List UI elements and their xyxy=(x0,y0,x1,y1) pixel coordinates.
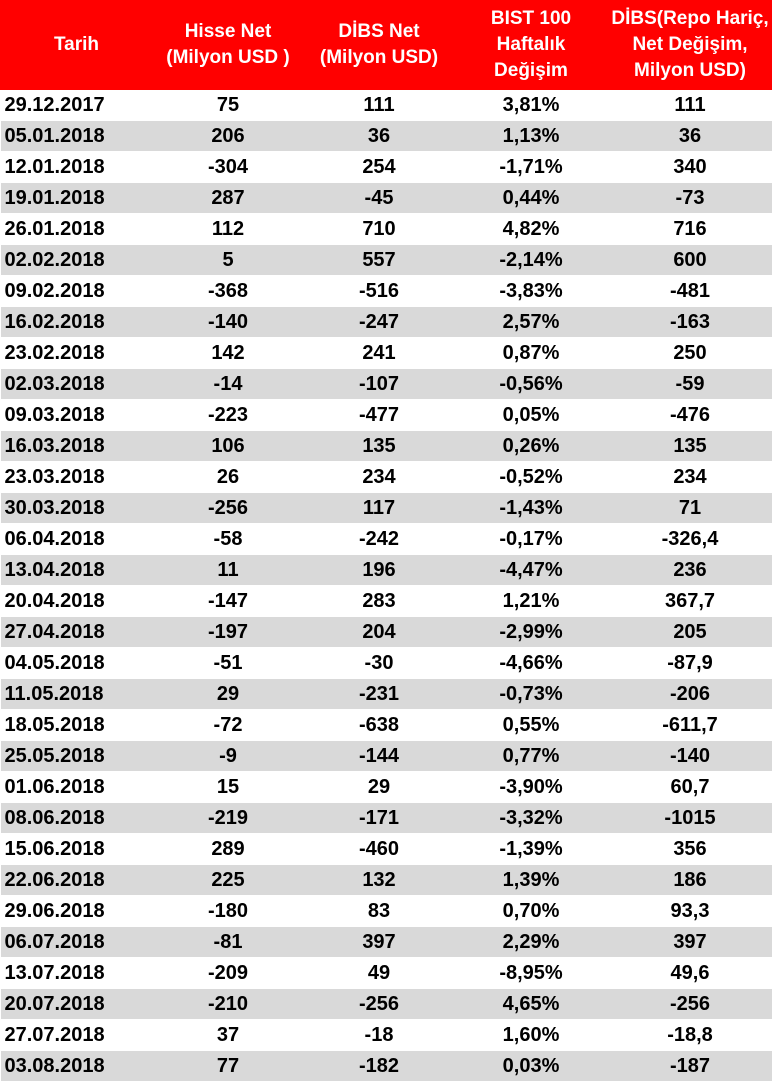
cell-bist100-change: 3,81% xyxy=(455,90,608,121)
cell-date: 23.02.2018 xyxy=(1,338,153,369)
cell-date: 18.05.2018 xyxy=(1,710,153,741)
table-row xyxy=(1,710,772,741)
cell-gdds-net: 557 xyxy=(304,245,455,276)
cell-gdds-net: -171 xyxy=(304,803,455,834)
cell-gdds-ex-repo: -163 xyxy=(608,307,772,338)
header-bist100-weekly-change xyxy=(455,1,608,90)
cell-equity-net: 5 xyxy=(153,245,304,276)
table-row xyxy=(1,896,772,927)
table-row xyxy=(1,152,772,183)
cell-gdds-ex-repo: -18,8 xyxy=(608,1020,772,1051)
cell-equity-net: 75 xyxy=(153,90,304,121)
cell-equity-net: -304 xyxy=(153,152,304,183)
cell-date: 15.06.2018 xyxy=(1,834,153,865)
cell-gdds-ex-repo: 397 xyxy=(608,927,772,958)
cell-equity-net: 37 xyxy=(153,1020,304,1051)
table-row xyxy=(1,431,772,462)
cell-bist100-change: 2,29% xyxy=(455,927,608,958)
cell-bist100-change: -4,66% xyxy=(455,648,608,679)
table-row xyxy=(1,90,772,121)
cell-date: 01.06.2018 xyxy=(1,772,153,803)
cell-gdds-ex-repo: -206 xyxy=(608,679,772,710)
cell-equity-net: 142 xyxy=(153,338,304,369)
cell-equity-net: -147 xyxy=(153,586,304,617)
cell-bist100-change: -1,43% xyxy=(455,493,608,524)
cell-gdds-ex-repo: 49,6 xyxy=(608,958,772,989)
cell-gdds-ex-repo: 340 xyxy=(608,152,772,183)
cell-bist100-change: -1,71% xyxy=(455,152,608,183)
cell-date: 08.06.2018 xyxy=(1,803,153,834)
cell-equity-net: -81 xyxy=(153,927,304,958)
cell-bist100-change: 1,13% xyxy=(455,121,608,152)
cell-date: 20.07.2018 xyxy=(1,989,153,1020)
cell-equity-net: -51 xyxy=(153,648,304,679)
cell-bist100-change: 1,39% xyxy=(455,865,608,896)
cell-gdds-net: -107 xyxy=(304,369,455,400)
cell-equity-net: 29 xyxy=(153,679,304,710)
header-line: Tarih xyxy=(53,34,100,55)
cell-bist100-change: 1,60% xyxy=(455,1020,608,1051)
cell-equity-net: -14 xyxy=(153,369,304,400)
table-row xyxy=(1,772,772,803)
cell-bist100-change: -8,95% xyxy=(455,958,608,989)
cell-equity-net: -140 xyxy=(153,307,304,338)
cell-date: 25.05.2018 xyxy=(1,741,153,772)
cell-gdds-ex-repo: 716 xyxy=(608,214,772,245)
header-date xyxy=(1,1,153,90)
cell-gdds-net: 36 xyxy=(304,121,455,152)
cell-equity-net: -72 xyxy=(153,710,304,741)
cell-date: 29.12.2017 xyxy=(1,90,153,121)
cell-gdds-net: 241 xyxy=(304,338,455,369)
cell-equity-net: 225 xyxy=(153,865,304,896)
table-row xyxy=(1,555,772,586)
header-line: Haftalık xyxy=(496,34,566,55)
table-row xyxy=(1,958,772,989)
cell-gdds-ex-repo: 236 xyxy=(608,555,772,586)
cell-equity-net: -368 xyxy=(153,276,304,307)
header-line: DİBS Net xyxy=(338,21,420,42)
table-row xyxy=(1,307,772,338)
cell-gdds-ex-repo: -256 xyxy=(608,989,772,1020)
cell-equity-net: 11 xyxy=(153,555,304,586)
cell-gdds-ex-repo: 71 xyxy=(608,493,772,524)
cell-gdds-ex-repo: -326,4 xyxy=(608,524,772,555)
cell-date: 04.05.2018 xyxy=(1,648,153,679)
cell-date: 05.01.2018 xyxy=(1,121,153,152)
table-row xyxy=(1,245,772,276)
table-row xyxy=(1,586,772,617)
cell-bist100-change: 4,82% xyxy=(455,214,608,245)
cell-gdds-net: -477 xyxy=(304,400,455,431)
cell-gdds-net: 196 xyxy=(304,555,455,586)
cell-bist100-change: -0,17% xyxy=(455,524,608,555)
cell-gdds-net: 135 xyxy=(304,431,455,462)
cell-bist100-change: -3,32% xyxy=(455,803,608,834)
table-body xyxy=(1,90,772,1082)
cell-date: 26.01.2018 xyxy=(1,214,153,245)
table-row xyxy=(1,1020,772,1051)
cell-equity-net: -9 xyxy=(153,741,304,772)
header-equity-net xyxy=(153,1,304,90)
cell-date: 12.01.2018 xyxy=(1,152,153,183)
cell-gdds-ex-repo: 600 xyxy=(608,245,772,276)
cell-bist100-change: 0,03% xyxy=(455,1051,608,1082)
cell-date: 27.07.2018 xyxy=(1,1020,153,1051)
cell-gdds-net: -247 xyxy=(304,307,455,338)
cell-gdds-net: 204 xyxy=(304,617,455,648)
cell-date: 22.06.2018 xyxy=(1,865,153,896)
cell-bist100-change: -0,56% xyxy=(455,369,608,400)
cell-gdds-net: -256 xyxy=(304,989,455,1020)
table-row xyxy=(1,493,772,524)
cell-bist100-change: -3,90% xyxy=(455,772,608,803)
cell-gdds-ex-repo: 60,7 xyxy=(608,772,772,803)
header-line: Net Değişim, xyxy=(632,34,748,55)
cell-bist100-change: -2,99% xyxy=(455,617,608,648)
cell-date: 06.07.2018 xyxy=(1,927,153,958)
cell-gdds-ex-repo: 367,7 xyxy=(608,586,772,617)
cell-gdds-ex-repo: 234 xyxy=(608,462,772,493)
cell-date: 02.02.2018 xyxy=(1,245,153,276)
cell-bist100-change: 4,65% xyxy=(455,989,608,1020)
cell-date: 16.03.2018 xyxy=(1,431,153,462)
cell-bist100-change: -0,52% xyxy=(455,462,608,493)
cell-gdds-ex-repo: -1015 xyxy=(608,803,772,834)
header-gdds-ex-repo-net-change xyxy=(608,1,772,90)
cell-equity-net: -209 xyxy=(153,958,304,989)
table-row xyxy=(1,741,772,772)
cell-date: 30.03.2018 xyxy=(1,493,153,524)
cell-equity-net: -256 xyxy=(153,493,304,524)
cell-gdds-ex-repo: 186 xyxy=(608,865,772,896)
table-row xyxy=(1,679,772,710)
cell-date: 19.01.2018 xyxy=(1,183,153,214)
cell-bist100-change: 0,87% xyxy=(455,338,608,369)
cell-date: 02.03.2018 xyxy=(1,369,153,400)
cell-gdds-ex-repo: -611,7 xyxy=(608,710,772,741)
cell-bist100-change: 0,70% xyxy=(455,896,608,927)
cell-bist100-change: -2,14% xyxy=(455,245,608,276)
header-row xyxy=(1,1,772,90)
table-row xyxy=(1,400,772,431)
cell-equity-net: -219 xyxy=(153,803,304,834)
header-line: (Milyon USD) xyxy=(319,47,439,68)
table-row xyxy=(1,214,772,245)
cell-bist100-change: -0,73% xyxy=(455,679,608,710)
cell-gdds-net: -231 xyxy=(304,679,455,710)
cell-bist100-change: 0,26% xyxy=(455,431,608,462)
cell-gdds-ex-repo: 250 xyxy=(608,338,772,369)
header-line: Milyon USD) xyxy=(634,60,746,81)
header-line: DİBS(Repo Hariç, xyxy=(611,8,769,29)
cell-gdds-net: 132 xyxy=(304,865,455,896)
cell-gdds-net: 283 xyxy=(304,586,455,617)
cell-date: 09.02.2018 xyxy=(1,276,153,307)
cell-bist100-change: 0,05% xyxy=(455,400,608,431)
table-row xyxy=(1,338,772,369)
cell-gdds-net: 117 xyxy=(304,493,455,524)
cell-equity-net: 26 xyxy=(153,462,304,493)
table-row xyxy=(1,803,772,834)
cell-equity-net: -180 xyxy=(153,896,304,927)
cell-gdds-net: 49 xyxy=(304,958,455,989)
cell-equity-net: -210 xyxy=(153,989,304,1020)
cell-gdds-ex-repo: 36 xyxy=(608,121,772,152)
header-line: BIST 100 xyxy=(490,8,572,29)
cell-gdds-net: -638 xyxy=(304,710,455,741)
cell-gdds-ex-repo: 135 xyxy=(608,431,772,462)
table-row xyxy=(1,617,772,648)
cell-gdds-net: -45 xyxy=(304,183,455,214)
cell-gdds-net: 710 xyxy=(304,214,455,245)
table-row xyxy=(1,648,772,679)
cell-gdds-net: -242 xyxy=(304,524,455,555)
cell-equity-net: 106 xyxy=(153,431,304,462)
cell-gdds-ex-repo: 205 xyxy=(608,617,772,648)
table-row xyxy=(1,989,772,1020)
table-row xyxy=(1,1051,772,1082)
cell-gdds-net: -516 xyxy=(304,276,455,307)
cell-gdds-net: 111 xyxy=(304,90,455,121)
cell-gdds-net: 254 xyxy=(304,152,455,183)
cell-equity-net: -197 xyxy=(153,617,304,648)
cell-equity-net: 287 xyxy=(153,183,304,214)
cell-equity-net: -58 xyxy=(153,524,304,555)
cell-gdds-ex-repo: 356 xyxy=(608,834,772,865)
cell-gdds-ex-repo: -476 xyxy=(608,400,772,431)
cell-equity-net: 206 xyxy=(153,121,304,152)
cell-date: 13.04.2018 xyxy=(1,555,153,586)
cell-equity-net: 289 xyxy=(153,834,304,865)
cell-gdds-net: -18 xyxy=(304,1020,455,1051)
cell-bist100-change: 0,77% xyxy=(455,741,608,772)
cell-gdds-ex-repo: 93,3 xyxy=(608,896,772,927)
header-line: Değişim xyxy=(494,60,568,81)
table-row xyxy=(1,121,772,152)
cell-bist100-change: 0,44% xyxy=(455,183,608,214)
cell-gdds-net: 29 xyxy=(304,772,455,803)
header-gdds-net xyxy=(304,1,455,90)
table-row xyxy=(1,369,772,400)
cell-date: 11.05.2018 xyxy=(1,679,153,710)
cell-equity-net: 77 xyxy=(153,1051,304,1082)
header-line: Hisse Net xyxy=(184,21,272,42)
cell-date: 09.03.2018 xyxy=(1,400,153,431)
cell-equity-net: -223 xyxy=(153,400,304,431)
table-row xyxy=(1,927,772,958)
cell-date: 06.04.2018 xyxy=(1,524,153,555)
cell-date: 20.04.2018 xyxy=(1,586,153,617)
cell-equity-net: 15 xyxy=(153,772,304,803)
table-row xyxy=(1,834,772,865)
cell-gdds-net: -460 xyxy=(304,834,455,865)
cell-gdds-ex-repo: 111 xyxy=(608,90,772,121)
cell-gdds-net: -182 xyxy=(304,1051,455,1082)
cell-bist100-change: -3,83% xyxy=(455,276,608,307)
table-row xyxy=(1,462,772,493)
cell-date: 16.02.2018 xyxy=(1,307,153,338)
cell-gdds-net: -30 xyxy=(304,648,455,679)
cell-gdds-net: 83 xyxy=(304,896,455,927)
cell-gdds-ex-repo: -87,9 xyxy=(608,648,772,679)
cell-gdds-ex-repo: -187 xyxy=(608,1051,772,1082)
cell-bist100-change: 0,55% xyxy=(455,710,608,741)
cell-gdds-net: 397 xyxy=(304,927,455,958)
table-row xyxy=(1,865,772,896)
cell-gdds-ex-repo: -73 xyxy=(608,183,772,214)
cell-date: 29.06.2018 xyxy=(1,896,153,927)
cell-bist100-change: -4,47% xyxy=(455,555,608,586)
cell-bist100-change: 2,57% xyxy=(455,307,608,338)
cell-gdds-ex-repo: -481 xyxy=(608,276,772,307)
cell-date: 03.08.2018 xyxy=(1,1051,153,1082)
cell-date: 27.04.2018 xyxy=(1,617,153,648)
header-line: (Milyon USD ) xyxy=(166,47,290,68)
table-row xyxy=(1,276,772,307)
cell-gdds-ex-repo: -59 xyxy=(608,369,772,400)
cell-gdds-net: 234 xyxy=(304,462,455,493)
cell-bist100-change: -1,39% xyxy=(455,834,608,865)
cell-date: 13.07.2018 xyxy=(1,958,153,989)
table-row xyxy=(1,183,772,214)
cell-bist100-change: 1,21% xyxy=(455,586,608,617)
cell-gdds-ex-repo: -140 xyxy=(608,741,772,772)
table-header xyxy=(1,1,772,90)
table-row xyxy=(1,524,772,555)
cell-date: 23.03.2018 xyxy=(1,462,153,493)
cell-equity-net: 112 xyxy=(153,214,304,245)
cell-gdds-net: -144 xyxy=(304,741,455,772)
